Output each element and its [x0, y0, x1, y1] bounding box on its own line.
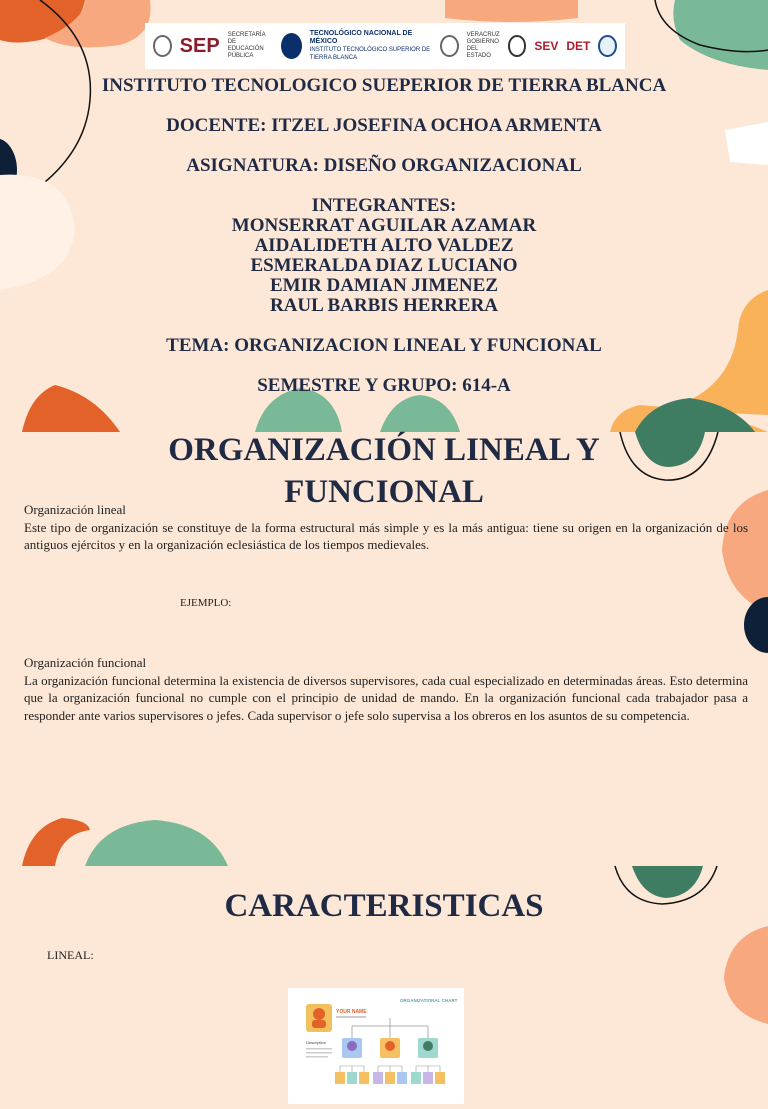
subject-line: ASIGNATURA: DISEÑO ORGANIZACIONAL [186, 155, 582, 176]
characteristics-title: CARACTERISTICAS [224, 888, 544, 924]
sep-logo: SEP [179, 34, 220, 57]
institute-name: INSTITUTO TECNOLOGICO SUEPERIOR DE TIERRA BLANCA [101, 75, 667, 96]
crest-icon [508, 35, 527, 57]
itstb-shield-icon [598, 35, 617, 57]
lineal-heading: Organización lineal [24, 502, 126, 517]
funcional-section [24, 654, 748, 724]
funcional-paragraph: La organización funcional determina la existencia de diversos supervisores, cada cual especializado en determinadas áreas. Esto determina que la organización funcional no cumple con el principio de unidad de mando. En la organización funcional cada trabajador pasa a responder ante varios supervisores o jefes. Cada supervisor o jefe solo supervisa a los obreros en los asuntos de su competencia. [24, 672, 748, 723]
member-name: MONSERRAT AGUILAR AZAMAR [231, 215, 537, 236]
sev-logo: SEV [534, 39, 559, 53]
org-chart-image [288, 988, 464, 1104]
teacher-line: DOCENTE: ITZEL JOSEFINA OCHOA ARMENTA [166, 115, 602, 136]
members-label: INTEGRANTES: [311, 195, 457, 216]
member-name: ESMERALDA DIAZ LUCIANO [250, 255, 518, 276]
example-label: EJEMPLO: [180, 597, 232, 609]
peach-circle-right [724, 926, 768, 1024]
tecnm-subtitle: INSTITUTO TECNOLÓGICO SUPERIOR DE TIERRA BLANCA [309, 47, 431, 61]
member-name: AIDALIDETH ALTO VALDEZ [254, 235, 514, 256]
sep-subtitle: SECRETARÍA DE EDUCACIÓN PÚBLICA [227, 32, 266, 59]
org-chart-illustration [288, 988, 464, 1104]
chart-title-label: ORGANIZATIONAL CHART [400, 998, 458, 1003]
navy-blob-right [744, 597, 768, 653]
member-name: RAUL BARBIS HERRERA [269, 295, 499, 316]
lineal-paragraph: Este tipo de organización se constituye de la forma estructural más simple y es la más antigua: tiene su origen en la organización de los antiguos ejércitos y en la organización eclesiástica de los tiempos medievales. [24, 519, 748, 552]
mexico-seal-icon [153, 35, 172, 57]
cream-blob-left [0, 175, 75, 290]
chart-desc-label: Description [306, 1040, 327, 1045]
tecnm-title: TECNOLÓGICO NACIONAL DE MÉXICO [309, 30, 413, 45]
veracruz-seal-icon [440, 35, 459, 57]
member-name: EMIR DAMIAN JIMENEZ [270, 275, 498, 296]
yellow-blob-right [660, 290, 768, 415]
white-shape-right [725, 122, 768, 165]
green-blob-top-right [673, 0, 768, 70]
page2-title: ORGANIZACIÓN LINEAL Y FUNCIONAL [168, 432, 600, 510]
logo-banner [145, 23, 625, 69]
cover-text [100, 76, 668, 396]
peach-blob-top-center [445, 0, 578, 22]
tecnm-logo [310, 30, 432, 62]
lineal-label: LINEAL: [47, 948, 94, 962]
lineal-section [24, 501, 748, 554]
cover-page [0, 0, 768, 432]
orange-arc-bottom-left [22, 818, 90, 866]
chart-name-label: YOUR NAME [336, 1009, 367, 1015]
veracruz-logo: VERACRUZ GOBIERNO DEL ESTADO [466, 32, 500, 59]
funcional-heading: Organización funcional [24, 655, 147, 670]
topic-line: TEMA: ORGANIZACION LINEAL Y FUNCIONAL [166, 335, 602, 356]
green-blob-bottom-center-2 [380, 395, 460, 432]
tecnm-gear-icon [281, 33, 302, 59]
det-logo: DET [566, 39, 591, 53]
green-blob-bottom-left [85, 820, 228, 866]
group-line: SEMESTRE Y GRUPO: 614-A [257, 375, 511, 396]
